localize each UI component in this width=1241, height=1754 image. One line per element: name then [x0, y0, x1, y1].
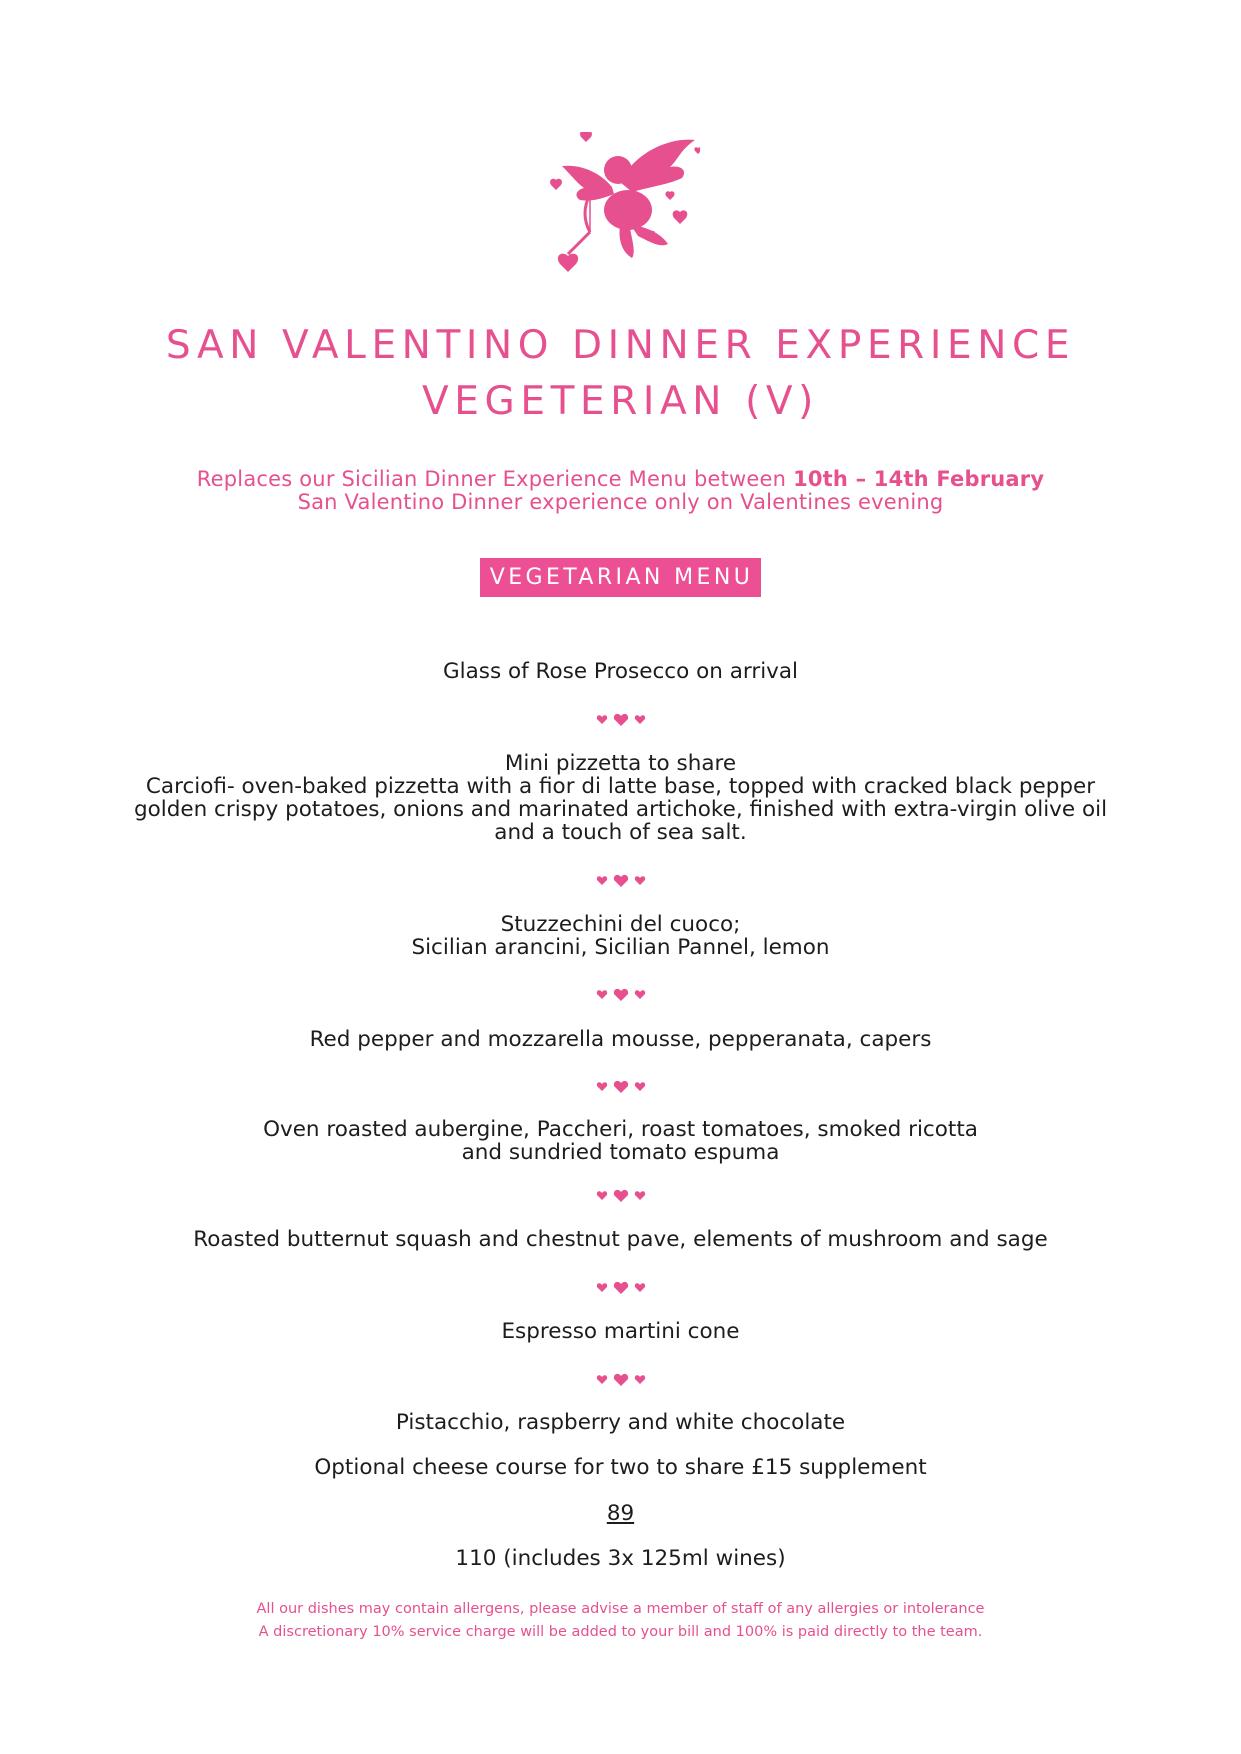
- allergen-notice: All our dishes may contain allergens, please advise a member of staff of any allergies or intolerance: [256, 1601, 985, 1617]
- page-subtitle-heading: VEGETERIAN (V): [421, 379, 819, 424]
- menu-item-pizzetta-title: Mini pizzetta to share: [504, 751, 737, 776]
- menu-item-aubergine-1: Oven roasted aubergine, Paccheri, roast tomatoes, smoked ricotta: [263, 1117, 978, 1142]
- service-charge-notice: A discretionary 10% service charge will be added to your bill and 100% is paid directly to the team.: [258, 1624, 983, 1640]
- menu-item-arrival: Glass of Rose Prosecco on arrival: [442, 659, 799, 684]
- menu-item-stuzzechini-title: Stuzzechini del cuoco;: [500, 912, 741, 937]
- vegetarian-menu-badge: VEGETARIAN MENU: [480, 558, 761, 597]
- menu-item-pizzetta-desc-3: and a touch of sea salt.: [494, 820, 747, 845]
- menu-item-cheese: Optional cheese course for two to share £15 supplement: [314, 1455, 927, 1480]
- date-range-prefix: Replaces our Sicilian Dinner Experience Menu between: [196, 467, 794, 491]
- menu-item-aubergine-2: and sundried tomato espuma: [461, 1140, 780, 1165]
- date-range-note: [0, 468, 1241, 491]
- menu-item-pizzetta-desc-1: Carciofi- oven-baked pizzetta with a fior di latte base, topped with cracked black pepper: [145, 774, 1096, 799]
- menu-item-pizzetta-desc-2: golden crispy potatoes, onions and marinated artichoke, finished with extra-virgin olive oil: [133, 797, 1108, 822]
- page-title: SAN VALENTINO DINNER EXPERIENCE: [165, 323, 1076, 368]
- price-with-wine: 110 (includes 3x 125ml wines): [455, 1546, 786, 1571]
- menu-item-mousse: Red pepper and mozzarella mousse, pepperanata, capers: [309, 1027, 932, 1052]
- hearts-divider-icon: [0, 1188, 1241, 1204]
- valentines-evening-note: San Valentino Dinner experience only on Valentines evening: [297, 490, 944, 514]
- cupid-icon: [550, 132, 700, 272]
- menu-item-dessert: Pistacchio, raspberry and white chocolate: [395, 1410, 846, 1435]
- hearts-divider-icon: [0, 873, 1241, 889]
- menu-item-stuzzechini-desc: Sicilian arancini, Sicilian Pannel, lemon: [411, 935, 830, 960]
- hearts-divider-icon: [0, 1079, 1241, 1095]
- menu-item-espresso: Espresso martini cone: [501, 1319, 740, 1344]
- hearts-divider-icon: [0, 1372, 1241, 1388]
- menu-item-squash: Roasted butternut squash and chestnut pave, elements of mushroom and sage: [193, 1227, 1048, 1252]
- hearts-divider-icon: [0, 987, 1241, 1003]
- hearts-divider-icon: [0, 1280, 1241, 1296]
- price: [0, 1502, 1241, 1525]
- price-value: 89: [606, 1501, 635, 1526]
- date-range-dates: 10th – 14th February: [793, 467, 1045, 491]
- hearts-divider-icon: [0, 712, 1241, 728]
